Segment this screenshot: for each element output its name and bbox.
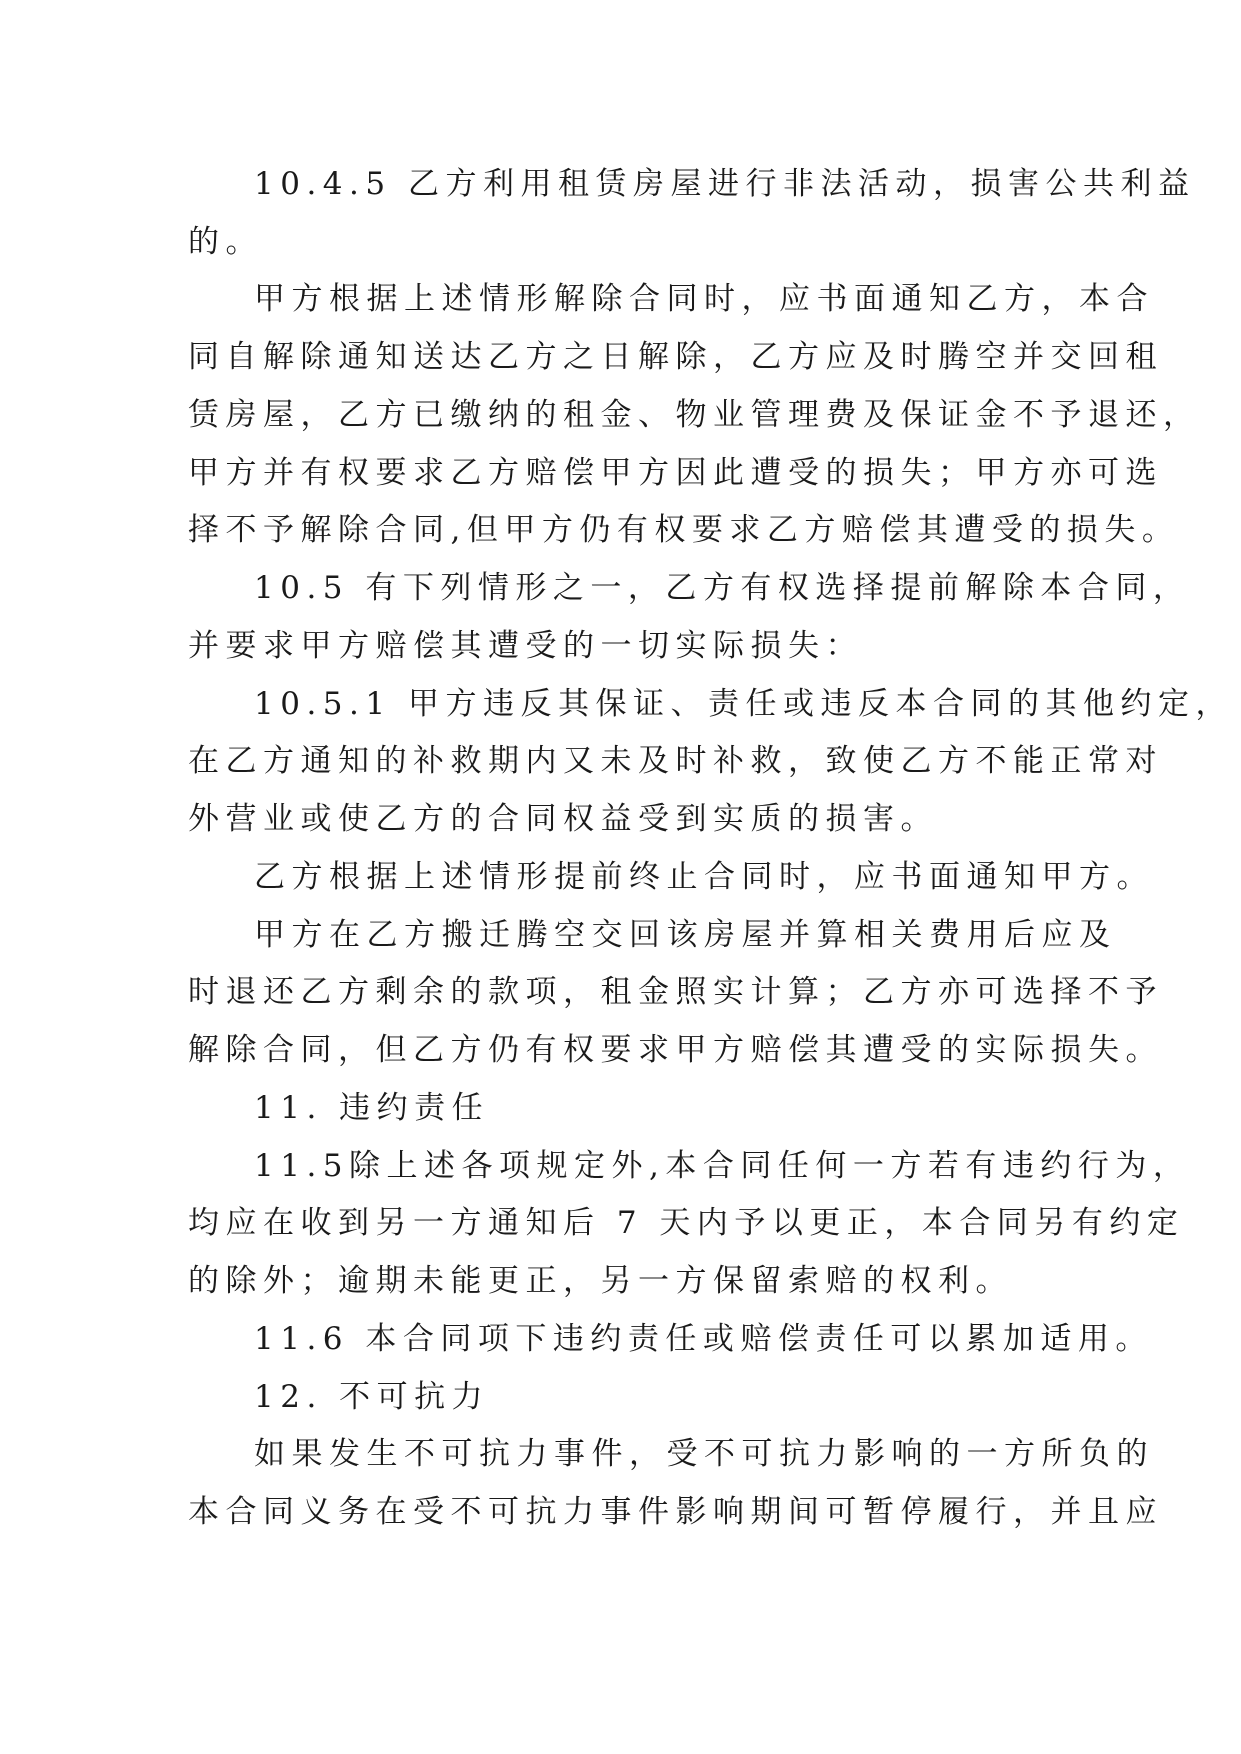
text-line: 同自解除通知送达乙方之日解除，乙方应及时腾空并交回租 — [188, 339, 1163, 375]
text-line: 解除合同，但乙方仍有权要求甲方赔偿其遭受的实际损失。 — [188, 1032, 1163, 1068]
text-line: 10.5.1 甲方违反其保证、责任或违反本合同的其他约定， — [254, 686, 1233, 722]
text-line: 甲方根据上述情形解除合同时，应书面通知乙方，本合 — [254, 281, 1154, 317]
text-line: 的除外；逾期未能更正，另一方保留索赔的权利。 — [188, 1263, 1013, 1299]
text-line: 11.5除上述各项规定外,本合同任何一方若有违约行为， — [254, 1148, 1191, 1184]
text-line: 10.5 有下列情形之一，乙方有权选择提前解除本合同， — [254, 570, 1191, 606]
text-line: 赁房屋，乙方已缴纳的租金、物业管理费及保证金不予退还， — [188, 397, 1201, 433]
text-line: 的。 — [188, 224, 263, 260]
text-line: 外营业或使乙方的合同权益受到实质的损害。 — [188, 801, 938, 837]
text-line: 甲方并有权要求乙方赔偿甲方因此遭受的损失；甲方亦可选 — [188, 455, 1163, 491]
section-heading: 12. 不可抗力 — [254, 1379, 490, 1415]
text-line: 10.4.5 乙方利用租赁房屋进行非法活动，损害公共利益 — [254, 166, 1196, 202]
section-heading: 11. 违约责任 — [254, 1090, 490, 1126]
text-line: 择不予解除合同,但甲方仍有权要求乙方赔偿其遭受的损失。 — [188, 512, 1180, 548]
text-line: 并要求甲方赔偿其遭受的一切实际损失： — [188, 628, 863, 664]
text-line: 时退还乙方剩余的款项，租金照实计算；乙方亦可选择不予 — [188, 974, 1163, 1010]
text-line: 甲方在乙方搬迁腾空交回该房屋并算相关费用后应及 — [254, 917, 1117, 953]
text-line: 在乙方通知的补救期内又未及时补救，致使乙方不能正常对 — [188, 743, 1163, 779]
text-line: 如果发生不可抗力事件，受不可抗力影响的一方所负的 — [254, 1436, 1154, 1472]
text-line: 乙方根据上述情形提前终止合同时，应书面通知甲方。 — [254, 859, 1154, 895]
text-line: 11.6 本合同项下违约责任或赔偿责任可以累加适用。 — [254, 1321, 1153, 1357]
text-line: 本合同义务在受不可抗力事件影响期间可暂停履行，并且应 — [188, 1494, 1163, 1530]
text-line: 均应在收到另一方通知后 7 天内予以更正，本合同另有约定 — [188, 1205, 1185, 1241]
